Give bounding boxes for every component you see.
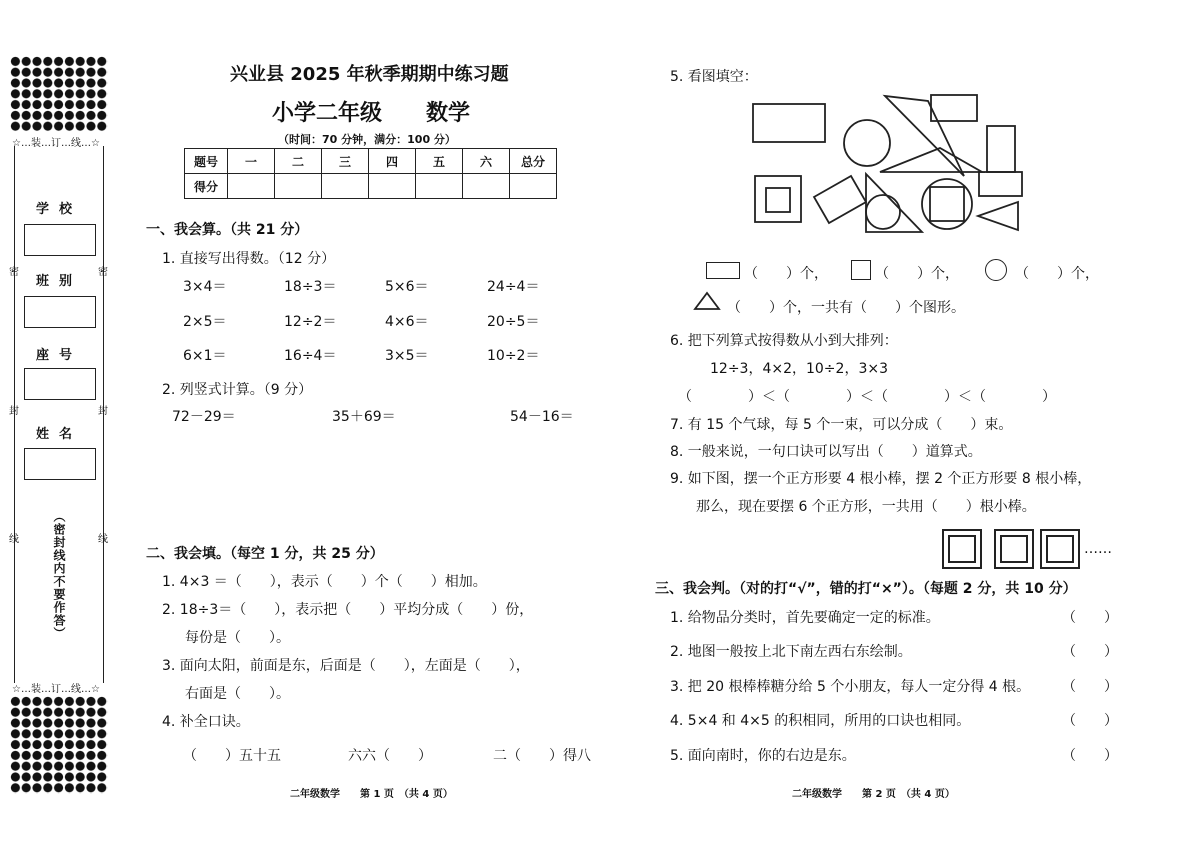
seal-mark-xian-left: 线 bbox=[9, 534, 19, 545]
score-entry[interactable] bbox=[510, 174, 557, 199]
score-cell: 二 bbox=[275, 149, 322, 174]
stick-square-inner-2 bbox=[1000, 535, 1028, 563]
score-table-score-row bbox=[185, 174, 557, 199]
school-label: 学校 bbox=[35, 202, 82, 217]
rhyme-item: 二（ ）得八 bbox=[493, 748, 591, 764]
bind-line-bottom: ☆…装…订…线…☆ bbox=[12, 684, 100, 695]
score-cell: 得分 bbox=[185, 174, 228, 199]
rhyme-item: （ ）五十五 bbox=[183, 748, 281, 764]
calc-item: 5×6＝ bbox=[385, 279, 429, 295]
calc-item: 18÷3＝ bbox=[284, 279, 337, 295]
part2-heading: 二、我会填。（每空 1 分，共 25 分） bbox=[146, 546, 384, 562]
calc-item: 2×5＝ bbox=[183, 314, 227, 330]
bind-line-top: ☆…装…订…线…☆ bbox=[12, 138, 100, 149]
binding-dots-top bbox=[10, 56, 108, 132]
rectangle-shape bbox=[987, 126, 1015, 172]
q9-text-line1: 9. 如下图，摆一个正方形要 4 根小棒，摆 2 个正方形要 8 根小棒， bbox=[670, 471, 1092, 487]
q6-expressions: 12÷3，4×2，10÷2，3×3 bbox=[710, 361, 888, 377]
calc-item: 12÷2＝ bbox=[284, 314, 337, 330]
part1-q1-heading: 1. 直接写出得数。（12 分） bbox=[162, 251, 336, 267]
seat-label: 座号 bbox=[35, 348, 82, 363]
judge-blank[interactable]: （ ） bbox=[1062, 713, 1118, 729]
score-entry[interactable] bbox=[369, 174, 416, 199]
score-entry[interactable] bbox=[275, 174, 322, 199]
q5-fill: （ ）个， bbox=[875, 266, 959, 282]
fill-line: 2. 18÷3＝（ ），表示把（ ）平均分成（ ）份， bbox=[162, 602, 534, 618]
judge-blank[interactable]: （ ） bbox=[1062, 748, 1118, 764]
rectangle-shape bbox=[753, 104, 825, 142]
seal-notice: （密封线内不要作答） bbox=[52, 510, 66, 640]
triangle-icon bbox=[693, 291, 721, 311]
seal-mark-mi-left: 密 bbox=[9, 267, 19, 278]
judge-item: 3. 把 20 根棒棒糖分给 5 个小朋友，每人一定分得 4 根。 bbox=[670, 679, 1031, 695]
q5-heading: 5. 看图填空： bbox=[670, 69, 758, 85]
score-entry[interactable] bbox=[463, 174, 510, 199]
class-field[interactable] bbox=[24, 296, 96, 328]
exam-meta: （时间：70 分钟，满分：100 分） bbox=[278, 133, 456, 146]
fill-line: 3. 面向太阳，前面是东，后面是（ ），左面是（ ）， bbox=[162, 658, 530, 674]
judge-blank[interactable]: （ ） bbox=[1062, 610, 1118, 626]
footer-left: 二年级数学 第 1 页 （共 4 页） bbox=[290, 789, 453, 800]
seal-mark-mi-right: 密 bbox=[98, 267, 108, 278]
q9-text-line2: 那么，现在要摆 6 个正方形，一共用（ ）根小棒。 bbox=[696, 499, 1036, 515]
calc-item: 10÷2＝ bbox=[487, 348, 540, 364]
score-cell: 题号 bbox=[185, 149, 228, 174]
footer-right: 二年级数学 第 2 页 （共 4 页） bbox=[792, 789, 955, 800]
judge-item: 2. 地图一般按上北下南左西右东绘制。 bbox=[670, 644, 912, 660]
score-cell: 一 bbox=[228, 149, 275, 174]
name-field[interactable] bbox=[24, 448, 96, 480]
score-cell: 三 bbox=[322, 149, 369, 174]
fill-line: 1. 4×3 ＝（ ），表示（ ）个（ ）相加。 bbox=[162, 574, 487, 590]
judge-item: 5. 面向南时，你的右边是东。 bbox=[670, 748, 856, 764]
calc-item: 20÷5＝ bbox=[487, 314, 540, 330]
circle-shape bbox=[844, 120, 890, 166]
seat-field[interactable] bbox=[24, 368, 96, 400]
seal-mark-feng-right: 封 bbox=[98, 406, 108, 417]
judge-blank[interactable]: （ ） bbox=[1062, 679, 1118, 695]
score-cell: 六 bbox=[463, 149, 510, 174]
square-icon bbox=[851, 260, 871, 280]
judge-blank[interactable]: （ ） bbox=[1062, 644, 1118, 660]
q8-text: 8. 一般来说，一句口诀可以写出（ ）道算式。 bbox=[670, 444, 982, 460]
exam-subtitle: 小学二年级 数学 bbox=[272, 101, 471, 126]
score-cell: 四 bbox=[369, 149, 416, 174]
triangle-shape bbox=[885, 96, 964, 176]
q5-fill: （ ）个， bbox=[744, 266, 828, 282]
rectangle-shape bbox=[979, 172, 1022, 196]
q5-fill: （ ）个， bbox=[1015, 266, 1099, 282]
shapes-figure bbox=[740, 90, 1060, 240]
judge-item: 1. 给物品分类时，首先要确定一定的标准。 bbox=[670, 610, 940, 626]
q6-heading: 6. 把下列算式按得数从小到大排列： bbox=[670, 333, 898, 349]
name-label: 姓名 bbox=[35, 427, 82, 442]
part1-heading: 一、我会算。（共 21 分） bbox=[146, 222, 309, 238]
exam-title: 兴业县 2025 年秋季期期中练习题 bbox=[230, 64, 509, 85]
triangle-shape bbox=[866, 174, 922, 232]
seal-mark-xian-right: 线 bbox=[98, 534, 108, 545]
vertical-calc-item: 72－29＝ bbox=[172, 409, 236, 425]
circle-shape bbox=[866, 195, 900, 229]
square-shape bbox=[755, 176, 801, 222]
rectangle-shape bbox=[931, 95, 977, 121]
score-cell: 五 bbox=[416, 149, 463, 174]
circle-icon bbox=[985, 259, 1007, 281]
calc-item: 3×4＝ bbox=[183, 279, 227, 295]
calc-item: 6×1＝ bbox=[183, 348, 227, 364]
calc-item: 24÷4＝ bbox=[487, 279, 540, 295]
score-cell: 总分 bbox=[510, 149, 557, 174]
rhyme-item: 六六（ ） bbox=[348, 748, 432, 764]
part1-q2-heading: 2. 列竖式计算。（9 分） bbox=[162, 382, 313, 398]
fill-line: 每份是（ ）。 bbox=[185, 630, 290, 646]
q7-text: 7. 有 15 个气球，每 5 个一束，可以分成（ ）束。 bbox=[670, 417, 1013, 433]
score-entry[interactable] bbox=[416, 174, 463, 199]
rectangle-icon bbox=[706, 262, 740, 279]
class-label: 班别 bbox=[35, 274, 82, 289]
stick-ellipsis: …… bbox=[1084, 541, 1112, 557]
calc-item: 4×6＝ bbox=[385, 314, 429, 330]
fill-line: 右面是（ ）。 bbox=[185, 686, 290, 702]
seal-mark-feng-left: 封 bbox=[9, 406, 19, 417]
calc-item: 3×5＝ bbox=[385, 348, 429, 364]
fill-line: 4. 补全口诀。 bbox=[162, 714, 250, 730]
binding-dots-bottom bbox=[10, 696, 108, 794]
stick-square-inner-1 bbox=[948, 535, 976, 563]
school-field[interactable] bbox=[24, 224, 96, 256]
vertical-calc-item: 35＋69＝ bbox=[332, 409, 396, 425]
score-table bbox=[184, 148, 557, 199]
score-entry[interactable] bbox=[322, 174, 369, 199]
score-table-header-row bbox=[185, 149, 557, 174]
triangle-shape bbox=[880, 148, 982, 172]
part3-heading: 三、我会判。（对的打“√”，错的打“×”）。（每题 2 分，共 10 分） bbox=[655, 581, 1077, 597]
calc-item: 16÷4＝ bbox=[284, 348, 337, 364]
square-shape bbox=[766, 188, 790, 212]
judge-item: 4. 5×4 和 4×5 的积相同，所用的口诀也相同。 bbox=[670, 713, 971, 729]
stick-square-inner-3 bbox=[1046, 535, 1074, 563]
rectangle-shape bbox=[814, 176, 866, 223]
q5-fill: （ ）个，一共有（ ）个图形。 bbox=[727, 300, 965, 316]
vertical-calc-item: 54－16＝ bbox=[510, 409, 574, 425]
score-entry[interactable] bbox=[228, 174, 275, 199]
square-shape bbox=[930, 187, 964, 221]
q6-blanks: （ ）＜（ ）＜（ ）＜（ ） bbox=[678, 389, 1056, 405]
triangle-shape bbox=[978, 202, 1018, 230]
